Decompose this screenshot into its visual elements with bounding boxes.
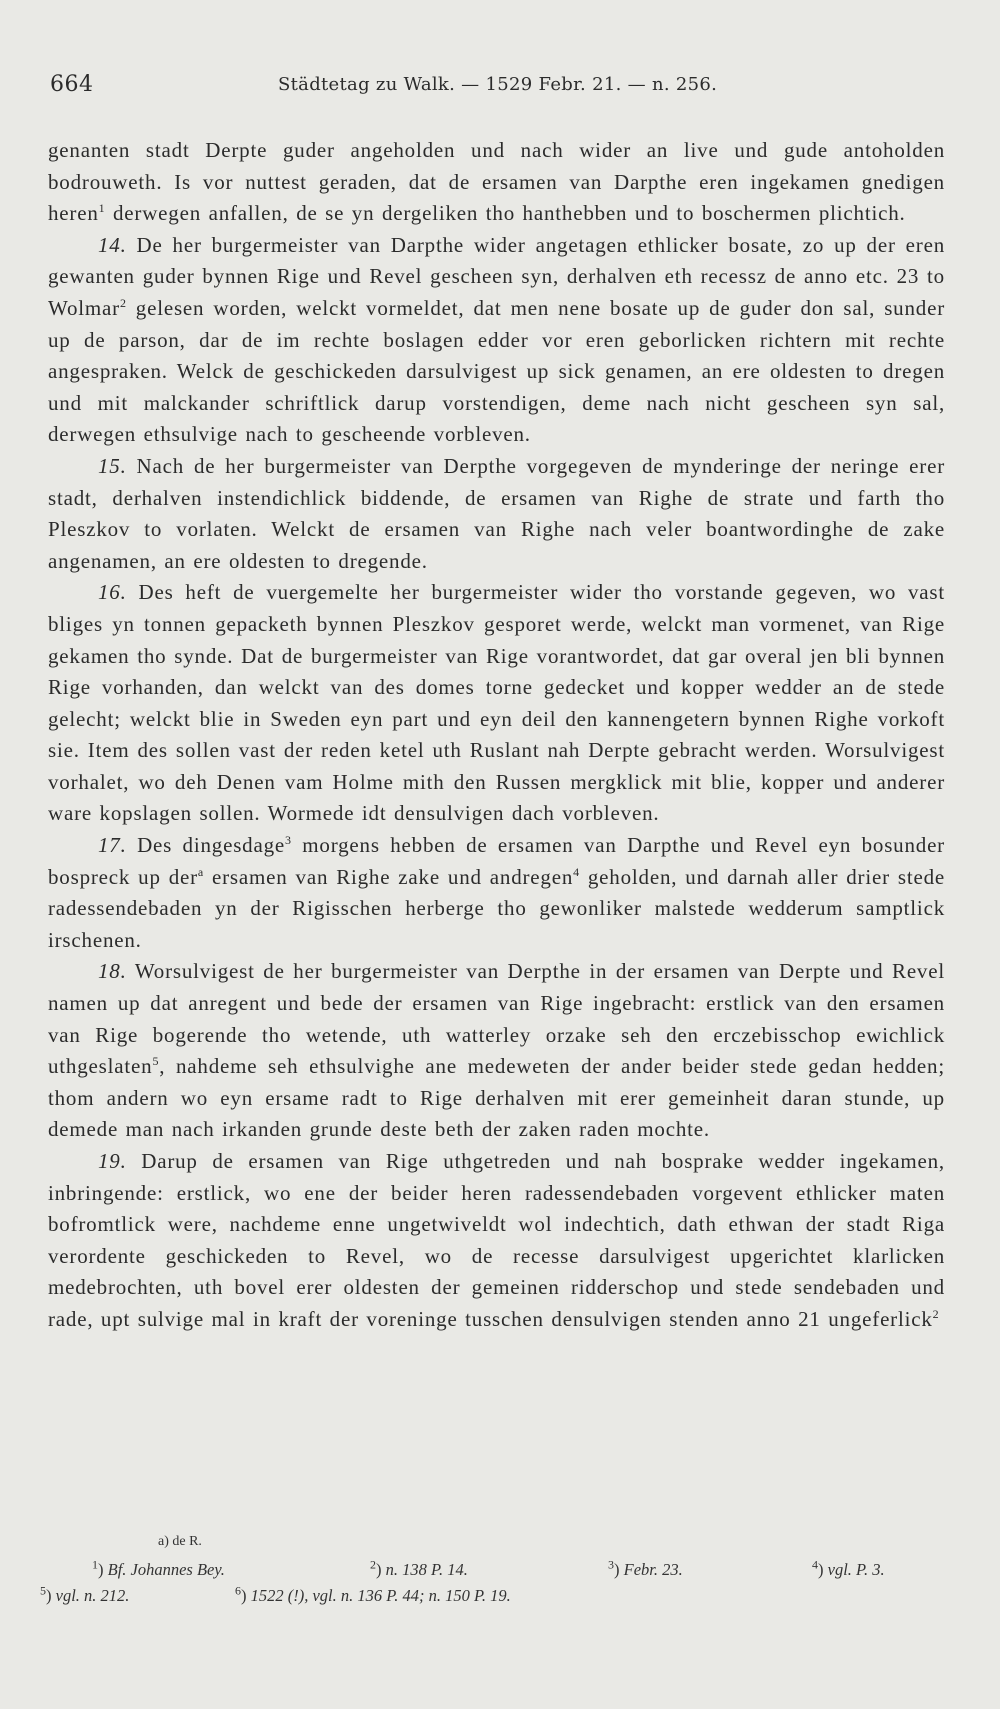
paragraph-number: 18. bbox=[98, 959, 127, 984]
footnote-ref: 2 bbox=[932, 1306, 940, 1321]
paragraph-continuation: genanten stadt Derpte guder angeholden und nach wider an live und gude antoholden bodrouweth. Is vor nuttest geraden, dat de ersamen van Darpthe eren ingekamen gnedigen heren$^1$ derwegen anfallen, de se yn dergeliken tho hanthebben und to boschermen plichtich. bbox=[48, 138, 945, 226]
footnote-1: $^1$) Bf. Johannes Bey. bbox=[92, 1557, 225, 1579]
footnote-ref: 3 bbox=[285, 833, 292, 848]
footnote-ref: 1 bbox=[98, 201, 106, 216]
footnote-ref: 4 bbox=[573, 864, 580, 879]
footnote-4: $^4$) vgl. P. 3. bbox=[812, 1557, 885, 1579]
footnote-5: $^5$) vgl. n. 212. bbox=[40, 1583, 130, 1605]
footnote-6: $^6$) 1522 (!), vgl. n. 136 P. 44; n. 150 P. 19. bbox=[235, 1583, 511, 1605]
footnote-ref: 2 bbox=[119, 295, 127, 310]
paragraph-19: 19. Darup de ersamen van Rige uthgetreden und nah bosprake wedder ingekamen, inbringende: erstlick, wo ene der beider heren radessendebaden vorgevent ethlicker maten bofromtlick were, nachdeme enne ungetwiveldt wol indechtich, dath ethwan der stadt Riga verordente geschickeden to Revel, wo de recesse darsulvigest upgerichtet klarlicken medebrochten, uth bovel erer oldesten der gemeinen ridderschop und stede sendebaden und rade, upt sulvige mal in kraft der voreninge tusschen densulvigen stenden anno 21 ungeferlick$^2$ bbox=[48, 1149, 945, 1331]
paragraph-16: 16. Des heft de vuergemelte her burgermeister wider tho vorstande gegeven, wo vast bliges yn tonnen gepacketh bynnen Pleszkov gesporet werde, welckt man vormenet, van Rige gekamen tho synde. Dat de burgermeister van Rige vorantwordet, dat gar overal jen bli bynnen Rige vorhanden, dan welckt van des domes torne gedecket und kopper wedder an de stede gelecht; welckt blie in Sweden eyn part und eyn deil den kannengetern bynnen Righe vorkoft sie. Item des sollen vast der reden ketel uth Ruslant nah Derpte gebracht werden. Worsulvigest vorhalet, wo deh Denen vam Holme mith den Russen mergklick mit blie, kopper und anderer ware kopslagen sollen. Wormede idt densulvigen dach vorbleven. bbox=[48, 580, 945, 826]
page-number: 664 bbox=[50, 72, 94, 97]
paragraph-number: 16. bbox=[98, 580, 127, 605]
main-text bbox=[48, 135, 945, 1336]
footnote-3: $^3$) Febr. 23. bbox=[608, 1557, 683, 1579]
paragraph-15: 15. Nach de her burgermeister van Derpthe vorgegeven de mynderinge der neringe erer stadt, derhalven instendichlick biddende, de ersamen van Righe de strate und farth tho Pleszkov to vorlaten. Welckt de ersamen van Righe nach veler boantwordinghe de zake angenamen, an ere oldesten to dregende. bbox=[48, 453, 945, 573]
textual-note-ref: a bbox=[197, 864, 205, 879]
footnote-2: $^2$) n. 138 P. 14. bbox=[370, 1557, 468, 1579]
paragraph-18: 18. Worsulvigest de her burgermeister van Derpthe in der ersamen van Derpte und Revel namen up dat anregent und bede der ersamen van Rige ingebracht: erstlick van den ersamen van Rige bogerende tho wetende, uth watterley orzake seh den erczebisschop ewichlick uthgeslaten$^5$, nahdeme seh ethsulvighe ane medeweten der ander beider stede gedan hedden; thom andern wo eyn ersame radt to Rige derhalven mit erer gemeinheit daran stunde, up demede man nach irkanden grunde deste beth der zaken raden mochte. bbox=[48, 959, 945, 1142]
footnote-ref: 5 bbox=[152, 1054, 160, 1069]
running-head: Städtetag zu Walk. — 1529 Febr. 21. — n. 256. bbox=[278, 74, 718, 95]
paragraph-number: 19. bbox=[98, 1149, 127, 1173]
paragraph-number: 15. bbox=[98, 453, 127, 478]
textual-note: a) de R. bbox=[158, 1534, 202, 1549]
paragraph-17: 17. Des dingesdage$^3$ morgens hebben de ersamen van Darpthe und Revel eyn bosunder bospreck up der$^a$ ersamen van Righe zake und andregen$^4$ geholden, und darnah aller drier stede radessendebaden yn der Rigisschen herberge tho gewonliker malstede wedderum samptlick irschenen. bbox=[48, 833, 945, 952]
paragraph-14: 14. De her burgermeister van Darpthe wider angetagen ethlicker bosate, zo up der eren gewanten guder bynnen Rige und Revel gescheen syn, derhalven eth recessz de anno etc. 23 to Wolmar$^2$ gelesen worden, welckt vormeldet, dat men nene bosate up de guder don sal, sunder up de parson, dar de im rechte boslagen edder vor eren geborlicken richtern mit rechte angespraken. Welck de geschickeden darsulvigest up sick genamen, an ere oldesten to dregen und mit malckander schriftlick darup vorstendigen, deme nach nicht gescheen syn sal, derwegen ethsulvige nach to gescheende vorbleven. bbox=[48, 232, 945, 447]
paragraph-number: 17. bbox=[98, 833, 127, 858]
paragraph-number: 14. bbox=[98, 232, 127, 257]
